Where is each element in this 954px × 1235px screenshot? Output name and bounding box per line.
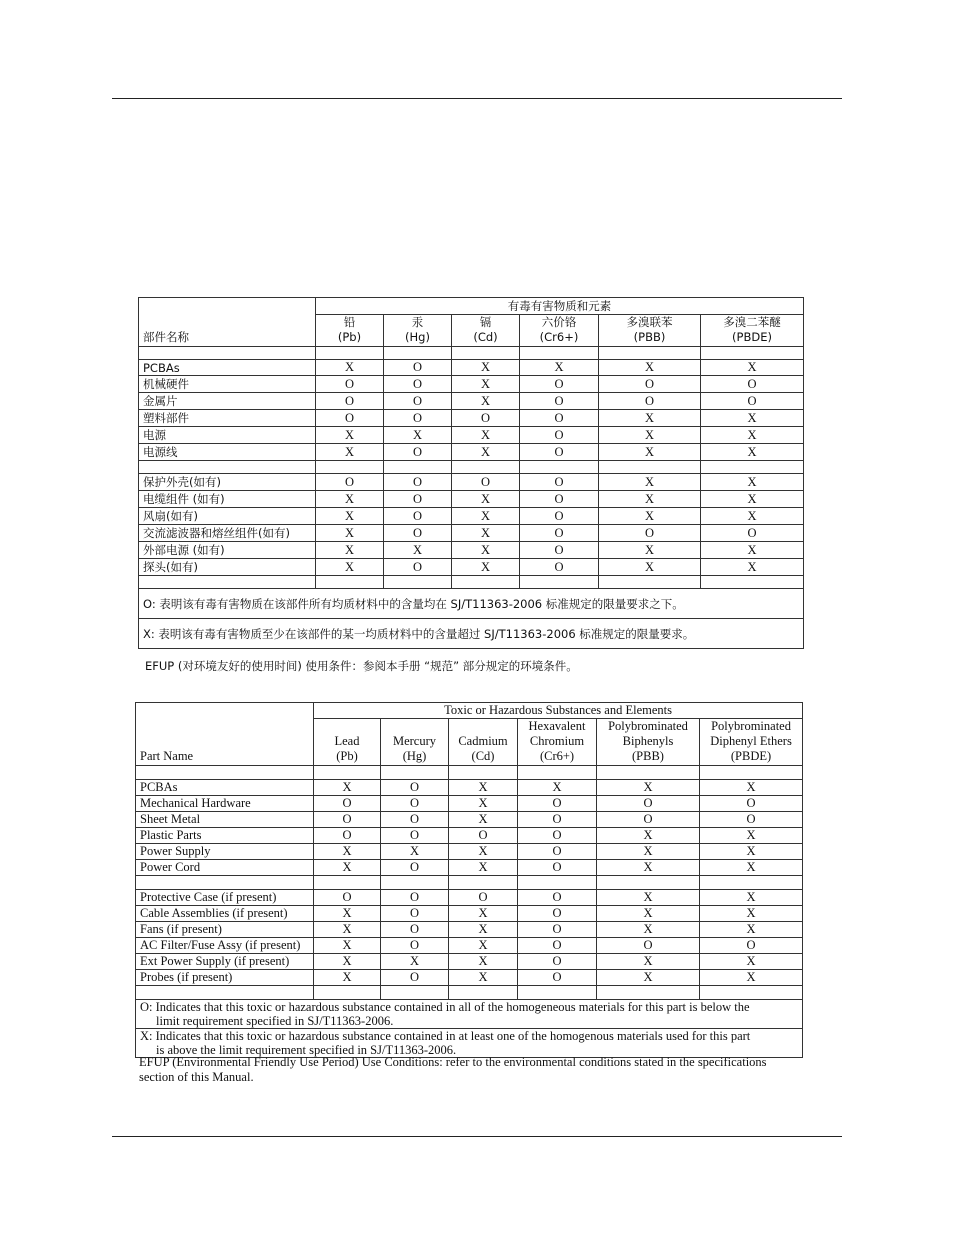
substance-value-cell: O <box>518 890 597 906</box>
substance-value-cell: O <box>316 393 384 410</box>
substance-value-cell: X <box>449 970 518 986</box>
part-name-cell: Power Cord <box>136 860 314 876</box>
blank-cell <box>381 986 449 1000</box>
substance-value-cell: O <box>518 954 597 970</box>
table-row <box>139 410 804 427</box>
blank-cell <box>384 347 452 360</box>
substance-value-cell: X <box>449 938 518 954</box>
substance-value-cell: X <box>599 508 701 525</box>
part-name-cell: Probes (if present) <box>136 970 314 986</box>
note-o-row <box>139 589 804 619</box>
part-name-cell: AC Filter/Fuse Assy (if present) <box>136 938 314 954</box>
substance-value-cell: X <box>314 860 381 876</box>
table-row <box>136 844 803 860</box>
part-name-cell: 金属片 <box>139 393 316 410</box>
substance-value-cell: X <box>384 542 452 559</box>
blank-cell <box>701 461 804 474</box>
substance-value-cell: X <box>700 828 803 844</box>
substance-value-cell: O <box>381 906 449 922</box>
part-name-cell: 交流滤波器和熔丝组件(如有) <box>139 525 316 542</box>
note-o-row <box>136 1000 803 1029</box>
table-row <box>139 559 804 576</box>
substance-value-cell: O <box>384 508 452 525</box>
substance-value-cell: X <box>597 970 700 986</box>
part-name-cell: 风扇(如有) <box>139 508 316 525</box>
part-name-cell: PCBAs <box>136 780 314 796</box>
substance-value-cell: X <box>452 444 520 461</box>
blank-cell <box>139 461 316 474</box>
substance-value-cell: X <box>597 844 700 860</box>
note-x: X: Indicates that this toxic or hazardous substance contained in at least one of the homogenous materials used for this part is above the limit requirement specified in SJ/T11363-2006. <box>136 1029 803 1058</box>
blank-cell <box>700 766 803 780</box>
blank-row <box>136 876 803 890</box>
substance-value-cell: X <box>316 427 384 444</box>
table-row <box>136 780 803 796</box>
blank-cell <box>449 986 518 1000</box>
part-name-cell: 机械硬件 <box>139 376 316 393</box>
substance-value-cell: X <box>701 559 804 576</box>
substance-value-cell: O <box>449 890 518 906</box>
column-header: Mercury (Hg) <box>381 719 449 766</box>
table-row <box>139 474 804 491</box>
blank-cell <box>381 766 449 780</box>
substance-value-cell: O <box>381 922 449 938</box>
substance-value-cell: X <box>314 970 381 986</box>
corner-cell <box>139 298 316 315</box>
substance-value-cell: O <box>518 938 597 954</box>
substance-value-cell: X <box>316 508 384 525</box>
substance-value-cell: X <box>452 559 520 576</box>
substance-value-cell: O <box>518 796 597 812</box>
substance-value-cell: O <box>384 444 452 461</box>
substance-value-cell: O <box>599 525 701 542</box>
substance-value-cell: O <box>384 410 452 427</box>
group-header: 有毒有害物质和元素 <box>316 298 804 315</box>
substance-value-cell: O <box>384 474 452 491</box>
substance-value-cell: X <box>701 542 804 559</box>
substance-value-cell: O <box>314 890 381 906</box>
substance-value-cell: X <box>381 844 449 860</box>
substance-value-cell: X <box>597 954 700 970</box>
substance-value-cell: O <box>316 410 384 427</box>
substance-value-cell: O <box>520 525 599 542</box>
substance-value-cell: O <box>518 812 597 828</box>
blank-cell <box>314 876 381 890</box>
table-group-header-row <box>139 298 804 315</box>
substance-value-cell: X <box>381 954 449 970</box>
hazardous-substances-table-english <box>135 702 803 1058</box>
blank-cell <box>384 461 452 474</box>
blank-cell <box>701 347 804 360</box>
substance-value-cell: O <box>314 796 381 812</box>
column-header: 铅 (Pb) <box>316 315 384 347</box>
part-name-cell: 电缆组件 (如有) <box>139 491 316 508</box>
substance-value-cell: X <box>597 890 700 906</box>
blank-cell <box>381 876 449 890</box>
blank-cell <box>700 876 803 890</box>
blank-cell <box>384 576 452 589</box>
blank-cell <box>520 461 599 474</box>
substance-value-cell: O <box>384 376 452 393</box>
substance-value-cell: X <box>700 844 803 860</box>
blank-cell <box>520 576 599 589</box>
part-name-cell: Protective Case (if present) <box>136 890 314 906</box>
substance-value-cell: O <box>316 376 384 393</box>
header-rule <box>112 98 842 99</box>
substance-value-cell: X <box>599 427 701 444</box>
blank-cell <box>314 986 381 1000</box>
substance-value-cell: X <box>700 922 803 938</box>
table-row <box>136 938 803 954</box>
blank-row <box>139 347 804 360</box>
blank-cell <box>518 986 597 1000</box>
blank-cell <box>599 347 701 360</box>
column-header: Polybrominated Biphenyls (PBB) <box>597 719 700 766</box>
substance-value-cell: O <box>314 812 381 828</box>
substance-value-cell: X <box>599 360 701 376</box>
table-group-header-row <box>136 703 803 719</box>
substance-value-cell: X <box>452 427 520 444</box>
blank-cell <box>597 986 700 1000</box>
substance-value-cell: O <box>384 525 452 542</box>
substance-value-cell: X <box>597 780 700 796</box>
blank-cell <box>316 576 384 589</box>
substance-value-cell: O <box>520 542 599 559</box>
substance-value-cell: X <box>599 474 701 491</box>
blank-cell <box>314 766 381 780</box>
blank-cell <box>599 461 701 474</box>
part-name-cell: Mechanical Hardware <box>136 796 314 812</box>
substance-value-cell: O <box>449 828 518 844</box>
substance-value-cell: O <box>520 491 599 508</box>
part-name-cell: Power Supply <box>136 844 314 860</box>
substance-value-cell: X <box>449 860 518 876</box>
part-name-header: Part Name <box>136 719 314 766</box>
column-header-row <box>136 719 803 766</box>
substance-value-cell: X <box>597 828 700 844</box>
blank-cell <box>597 766 700 780</box>
blank-cell <box>701 576 804 589</box>
part-name-cell: PCBAs <box>139 360 316 376</box>
table-row <box>136 812 803 828</box>
substance-value-cell: X <box>701 491 804 508</box>
blank-cell <box>139 576 316 589</box>
substance-value-cell: O <box>597 796 700 812</box>
substance-value-cell: X <box>597 860 700 876</box>
part-name-cell: Plastic Parts <box>136 828 314 844</box>
substance-value-cell: X <box>452 508 520 525</box>
substance-value-cell: O <box>381 938 449 954</box>
footer-rule <box>112 1136 842 1137</box>
substance-value-cell: X <box>316 491 384 508</box>
substance-value-cell: X <box>599 559 701 576</box>
blank-cell <box>518 876 597 890</box>
note-o: O: 表明该有毒有害物质在该部件所有均质材料中的含量均在 SJ/T11363-2006 标准规定的限量要求之下。 <box>139 589 804 619</box>
part-name-cell: Sheet Metal <box>136 812 314 828</box>
efup-note-chinese: EFUP (对环境友好的使用时间) 使用条件：参阅本手册 “规范” 部分规定的环境条件。 <box>145 659 578 673</box>
substance-value-cell: X <box>701 427 804 444</box>
substance-value-cell: X <box>449 906 518 922</box>
substance-value-cell: O <box>381 780 449 796</box>
substance-value-cell: O <box>518 922 597 938</box>
substance-value-cell: X <box>316 542 384 559</box>
note-x-row <box>136 1029 803 1058</box>
substance-value-cell: O <box>700 796 803 812</box>
substance-value-cell: X <box>597 922 700 938</box>
part-name-cell: 保护外壳(如有) <box>139 474 316 491</box>
substance-value-cell: X <box>701 360 804 376</box>
table-row <box>136 796 803 812</box>
column-header: Hexavalent Chromium (Cr6+) <box>518 719 597 766</box>
substance-value-cell: O <box>384 559 452 576</box>
substance-value-cell: X <box>452 360 520 376</box>
substance-value-cell: X <box>449 812 518 828</box>
column-header: 汞 (Hg) <box>384 315 452 347</box>
substance-value-cell: X <box>449 922 518 938</box>
substance-value-cell: O <box>384 360 452 376</box>
blank-cell <box>452 461 520 474</box>
substance-value-cell: X <box>316 360 384 376</box>
substance-value-cell: X <box>597 906 700 922</box>
blank-cell <box>449 766 518 780</box>
column-header: Polybrominated Diphenyl Ethers (PBDE) <box>700 719 803 766</box>
substance-value-cell: O <box>452 474 520 491</box>
table-row <box>139 542 804 559</box>
table-row <box>139 491 804 508</box>
corner-cell <box>136 703 314 719</box>
substance-value-cell: O <box>520 427 599 444</box>
substance-value-cell: O <box>597 812 700 828</box>
substance-value-cell: X <box>316 559 384 576</box>
part-name-cell: Fans (if present) <box>136 922 314 938</box>
substance-value-cell: X <box>452 542 520 559</box>
substance-value-cell: X <box>314 938 381 954</box>
substance-value-cell: O <box>599 376 701 393</box>
substance-value-cell: O <box>381 890 449 906</box>
substance-value-cell: X <box>700 890 803 906</box>
substance-value-cell: X <box>701 444 804 461</box>
column-header-row <box>139 315 804 347</box>
substance-value-cell: O <box>701 376 804 393</box>
note-x-row <box>139 619 804 649</box>
substance-value-cell: X <box>599 444 701 461</box>
substance-value-cell: O <box>597 938 700 954</box>
column-header: Lead (Pb) <box>314 719 381 766</box>
substance-value-cell: O <box>701 525 804 542</box>
substance-value-cell: O <box>520 376 599 393</box>
table-row <box>136 828 803 844</box>
table-row <box>139 427 804 444</box>
table-row <box>136 922 803 938</box>
part-name-header: 部件名称 <box>139 315 316 347</box>
column-header: 六价铬 (Cr6+) <box>520 315 599 347</box>
table-row <box>136 890 803 906</box>
table-row <box>136 954 803 970</box>
blank-cell <box>316 347 384 360</box>
substance-value-cell: O <box>384 491 452 508</box>
part-name-cell: Cable Assemblies (if present) <box>136 906 314 922</box>
blank-cell <box>139 347 316 360</box>
blank-cell <box>452 576 520 589</box>
substance-value-cell: X <box>700 906 803 922</box>
substance-value-cell: O <box>520 410 599 427</box>
blank-row <box>139 576 804 589</box>
substance-value-cell: O <box>381 860 449 876</box>
substance-value-cell: O <box>452 410 520 427</box>
blank-cell <box>597 876 700 890</box>
substance-value-cell: O <box>701 393 804 410</box>
substance-value-cell: X <box>314 922 381 938</box>
substance-value-cell: O <box>518 906 597 922</box>
note-x: X: 表明该有毒有害物质至少在该部件的某一均质材料中的含量超过 SJ/T11363-2006 标准规定的限量要求。 <box>139 619 804 649</box>
substance-value-cell: X <box>599 410 701 427</box>
hazardous-substances-table-chinese <box>138 297 804 649</box>
table-row <box>136 906 803 922</box>
substance-value-cell: X <box>384 427 452 444</box>
substance-value-cell: O <box>520 508 599 525</box>
substance-value-cell: X <box>701 474 804 491</box>
table-row <box>139 360 804 376</box>
table-row <box>139 444 804 461</box>
substance-value-cell: X <box>700 860 803 876</box>
table-row <box>136 860 803 876</box>
blank-cell <box>449 876 518 890</box>
substance-value-cell: O <box>520 559 599 576</box>
substance-value-cell: X <box>449 844 518 860</box>
substance-value-cell: X <box>449 796 518 812</box>
substance-value-cell: O <box>381 812 449 828</box>
substance-value-cell: O <box>316 474 384 491</box>
substance-value-cell: X <box>520 360 599 376</box>
substance-value-cell: X <box>700 970 803 986</box>
table-row <box>139 508 804 525</box>
column-header: 多溴二苯醚 (PBDE) <box>701 315 804 347</box>
substance-value-cell: O <box>520 444 599 461</box>
substance-value-cell: O <box>700 938 803 954</box>
part-name-cell: 探头(如有) <box>139 559 316 576</box>
substance-value-cell: X <box>314 906 381 922</box>
substance-value-cell: O <box>520 393 599 410</box>
substance-value-cell: O <box>381 796 449 812</box>
substance-value-cell: X <box>700 954 803 970</box>
substance-value-cell: X <box>518 780 597 796</box>
substance-value-cell: X <box>452 376 520 393</box>
column-header: 镉 (Cd) <box>452 315 520 347</box>
substance-value-cell: X <box>314 844 381 860</box>
substance-value-cell: X <box>449 780 518 796</box>
substance-value-cell: O <box>384 393 452 410</box>
table-row <box>139 393 804 410</box>
blank-cell <box>316 461 384 474</box>
substance-value-cell: X <box>314 780 381 796</box>
note-o: O: Indicates that this toxic or hazardous substance contained in all of the homogeneous materials for this part is below the limit requirement specified in SJ/T11363-2006. <box>136 1000 803 1029</box>
substance-value-cell: X <box>316 444 384 461</box>
substance-value-cell: X <box>314 954 381 970</box>
substance-value-cell: X <box>449 954 518 970</box>
blank-cell <box>700 986 803 1000</box>
substance-value-cell: O <box>518 970 597 986</box>
part-name-cell: Ext Power Supply (if present) <box>136 954 314 970</box>
substance-value-cell: O <box>518 860 597 876</box>
substance-value-cell: X <box>316 525 384 542</box>
blank-row <box>139 461 804 474</box>
blank-cell <box>136 766 314 780</box>
blank-row <box>136 766 803 780</box>
group-header: Toxic or Hazardous Substances and Elements <box>314 703 803 719</box>
substance-value-cell: X <box>701 508 804 525</box>
blank-cell <box>452 347 520 360</box>
substance-value-cell: O <box>381 828 449 844</box>
blank-cell <box>136 986 314 1000</box>
part-name-cell: 电源线 <box>139 444 316 461</box>
part-name-cell: 外部电源 (如有) <box>139 542 316 559</box>
substance-value-cell: X <box>452 525 520 542</box>
blank-cell <box>136 876 314 890</box>
table-row <box>139 525 804 542</box>
blank-cell <box>599 576 701 589</box>
substance-value-cell: O <box>381 970 449 986</box>
column-header: Cadmium (Cd) <box>449 719 518 766</box>
substance-value-cell: O <box>314 828 381 844</box>
substance-value-cell: X <box>599 491 701 508</box>
column-header: 多溴联苯 (PBB) <box>599 315 701 347</box>
substance-value-cell: X <box>700 780 803 796</box>
efup-note-english: EFUP (Environmental Friendly Use Period) Use Conditions: refer to the environmental conditions stated in the specifications section of this Manual. <box>139 1055 767 1084</box>
substance-value-cell: O <box>520 474 599 491</box>
substance-value-cell: O <box>518 828 597 844</box>
part-name-cell: 塑料部件 <box>139 410 316 427</box>
blank-row <box>136 986 803 1000</box>
substance-value-cell: X <box>452 491 520 508</box>
table-row <box>139 376 804 393</box>
blank-cell <box>520 347 599 360</box>
part-name-cell: 电源 <box>139 427 316 444</box>
substance-value-cell: O <box>700 812 803 828</box>
substance-value-cell: O <box>518 844 597 860</box>
table-row <box>136 970 803 986</box>
substance-value-cell: O <box>599 393 701 410</box>
substance-value-cell: X <box>599 542 701 559</box>
blank-cell <box>518 766 597 780</box>
substance-value-cell: X <box>701 410 804 427</box>
substance-value-cell: X <box>452 393 520 410</box>
